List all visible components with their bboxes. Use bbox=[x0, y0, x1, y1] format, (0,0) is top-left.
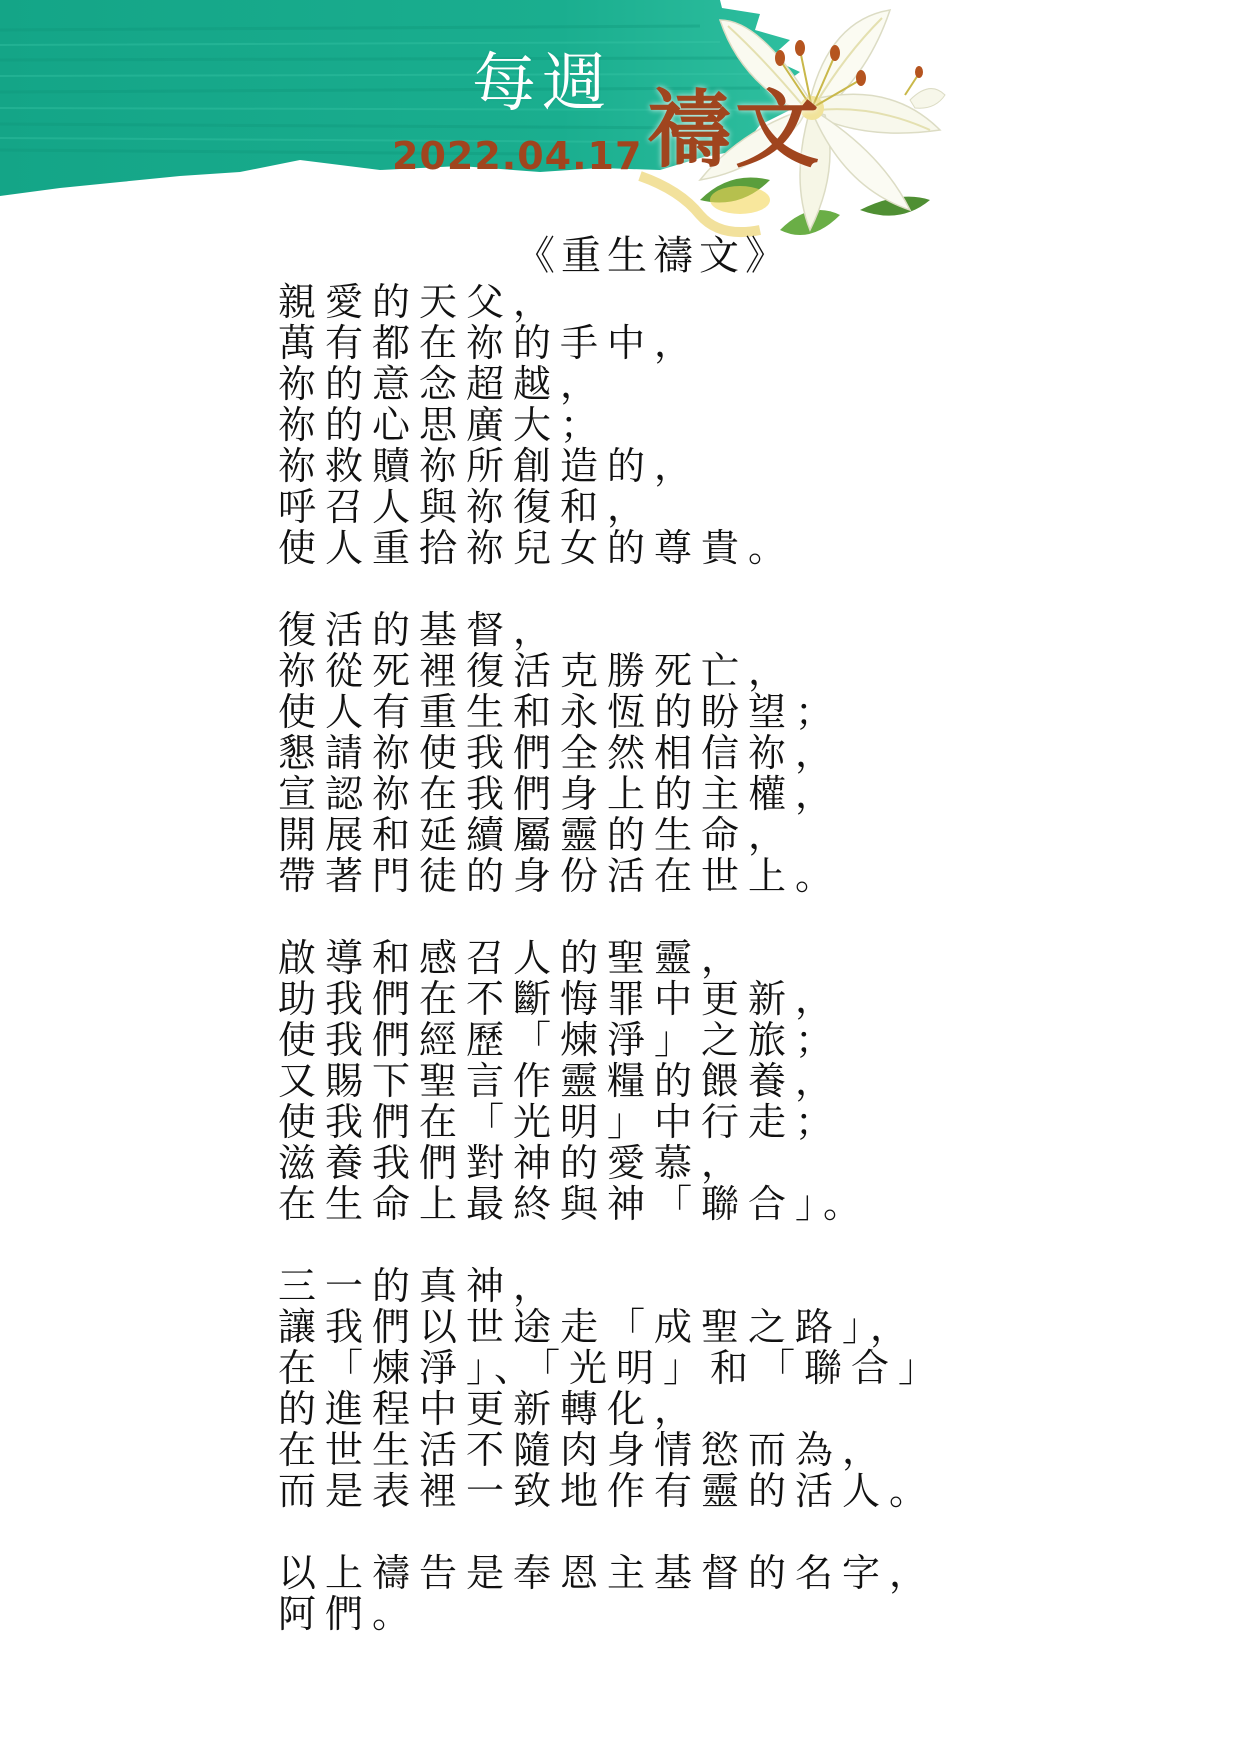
prayer-body bbox=[278, 282, 998, 1635]
prayer-line: 懇請祢使我們全然相信祢， bbox=[278, 731, 843, 775]
stanza-trinity bbox=[278, 1266, 998, 1512]
stanza-closing bbox=[278, 1553, 998, 1635]
header-banner bbox=[0, 0, 1240, 250]
stanza-christ bbox=[278, 610, 998, 897]
prayer-line: 使人有重生和永恆的盼望； bbox=[278, 690, 843, 734]
prayer-line: 呼召人與祢復和， bbox=[278, 485, 655, 529]
prayer-line: 阿們。 bbox=[278, 1592, 420, 1636]
prayer-line: 開展和延續屬靈的生命， bbox=[278, 813, 796, 857]
stanza-spirit bbox=[278, 938, 998, 1225]
prayer-line: 在世生活不隨肉身情慾而為， bbox=[278, 1428, 890, 1472]
prayer-line: 祢的意念超越， bbox=[278, 362, 608, 406]
prayer-line: 宣認祢在我們身上的主權， bbox=[278, 772, 843, 816]
prayer-line: 滋養我們對神的愛慕， bbox=[278, 1141, 749, 1185]
prayer-line: 助我們在不斷悔罪中更新， bbox=[278, 977, 843, 1021]
prayer-line: 的進程中更新轉化， bbox=[278, 1387, 702, 1431]
prayer-title: 《重生禱文》 bbox=[515, 233, 791, 279]
prayer-line: 三一的真神， bbox=[278, 1264, 561, 1308]
prayer-line: 帶著門徒的身份活在世上。 bbox=[278, 854, 843, 898]
prayer-line: 讓我們以世途走「成聖之路」， bbox=[278, 1305, 918, 1349]
prayer-line: 在「煉淨」、「光明」和「聯合」 bbox=[278, 1346, 946, 1390]
prayer-line: 萬有都在祢的手中， bbox=[278, 321, 702, 365]
prayer-line: 啟導和感召人的聖靈， bbox=[278, 936, 749, 980]
prayer-label: 禱文 bbox=[647, 80, 824, 179]
prayer-line: 使人重拾祢兒女的尊貴。 bbox=[278, 526, 796, 570]
weekly-label: 每週 bbox=[472, 47, 612, 121]
green-brush-stroke-icon bbox=[0, 0, 1240, 250]
prayer-line: 復活的基督， bbox=[278, 608, 561, 652]
prayer-line: 而是表裡一致地作有靈的活人。 bbox=[278, 1469, 937, 1513]
prayer-line: 祢救贖祢所創造的， bbox=[278, 444, 702, 488]
prayer-line: 以上禱告是奉恩主基督的名字， bbox=[278, 1551, 937, 1595]
prayer-line: 祢從死裡復活克勝死亡， bbox=[278, 649, 796, 693]
prayer-line: 祢的心思廣大； bbox=[278, 403, 608, 447]
prayer-line: 使我們經歷「煉淨」之旅； bbox=[278, 1018, 843, 1062]
stanza-father bbox=[278, 282, 998, 569]
date-label: 2022.04.17 bbox=[392, 134, 643, 178]
prayer-line: 親愛的天父， bbox=[278, 280, 561, 324]
prayer-line: 使我們在「光明」中行走； bbox=[278, 1100, 843, 1144]
prayer-line: 在生命上最終與神「聯合」。 bbox=[278, 1182, 871, 1226]
prayer-line: 又賜下聖言作靈糧的餵養， bbox=[278, 1059, 843, 1103]
